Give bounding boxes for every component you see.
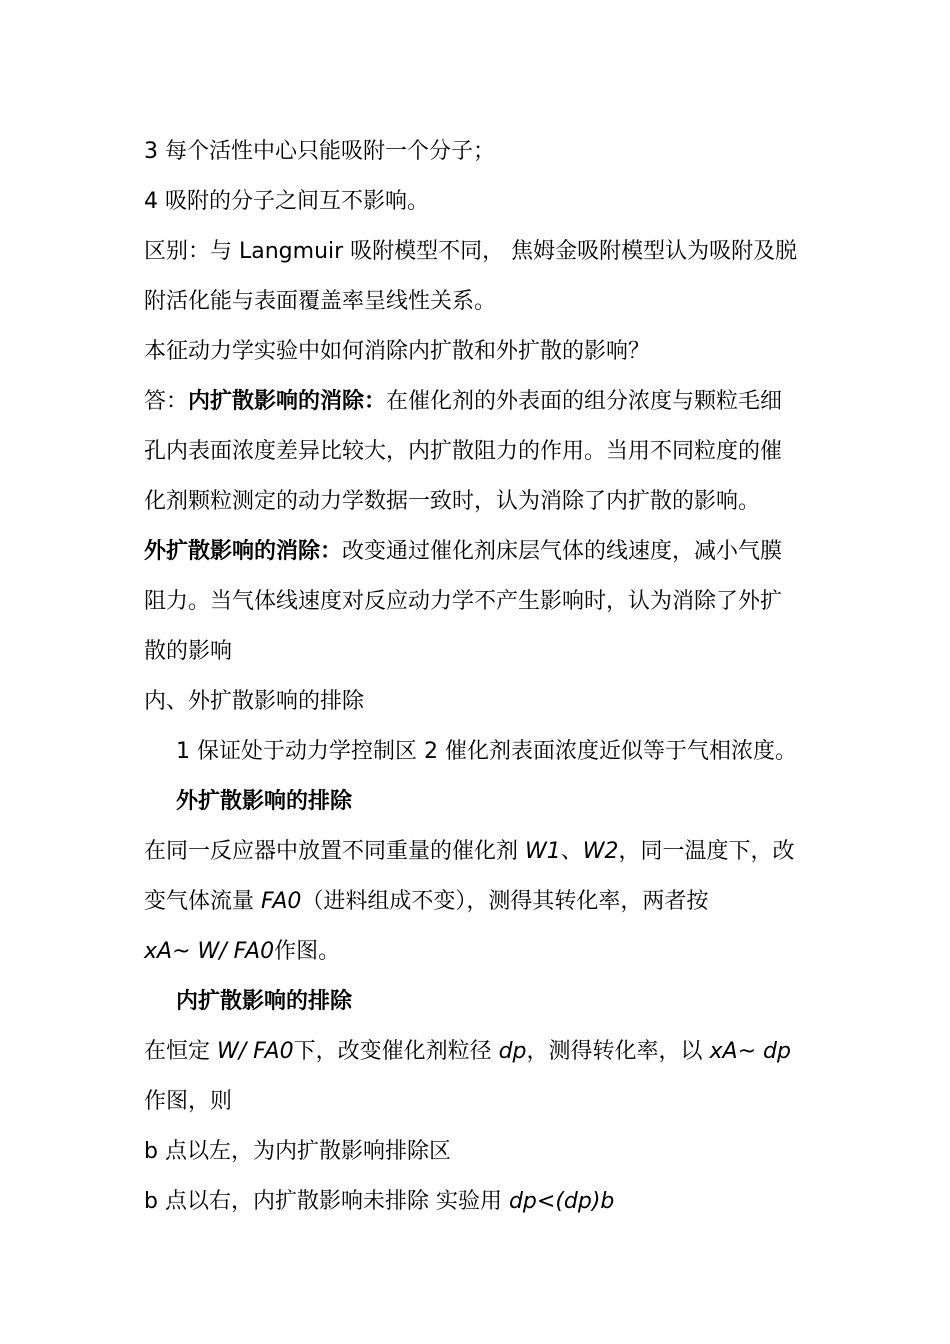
text-span: 作图。 (274, 939, 341, 964)
formula-span: W2 (582, 839, 619, 864)
text-span: （进料组成不变），测得其转化率，两者按 (301, 889, 709, 914)
text-line: 3 每个活性中心只能吸附一个分子； (144, 139, 495, 164)
text-span: 在催化剂的外表面的组分浓度与颗粒毛细 (386, 389, 783, 414)
text-line: 作图，则 (144, 1089, 233, 1114)
text-line (144, 938, 340, 966)
formula-span: W/ FA0 (217, 1039, 294, 1064)
text-line: 附活化能与表面覆盖率呈线性关系。 (144, 289, 497, 314)
internal-diffusion-label: 内扩散影响的消除： (188, 389, 387, 414)
text-span: 改变通过催化剂床层气体的线速度，减小气膜 (342, 539, 783, 564)
answer-prefix: 答： (144, 389, 189, 414)
text-line: 散的影响 (144, 639, 233, 664)
formula-span: dp (498, 1039, 527, 1064)
external-diffusion-label: 外扩散影响的消除： (144, 539, 343, 564)
subsection-heading-external: 外扩散影响的排除 (176, 789, 353, 814)
question-heading: 本征动力学实验中如何消除内扩散和外扩散的影响？ (144, 339, 651, 364)
formula-span: W1 (525, 839, 561, 864)
text-span: ，测得转化率，以 (526, 1039, 710, 1064)
section-heading: 内、外扩散影响的排除 (144, 689, 365, 714)
text-span: ，同一温度下，改 (618, 839, 795, 864)
text-span: 变气体流量 (144, 889, 261, 914)
text-line (144, 838, 795, 866)
text-line: 化剂颗粒测定的动力学数据一致时，认为消除了内扩散的影响。 (144, 489, 761, 514)
text-span: 在恒定 (144, 1039, 217, 1064)
text-line: 孔内表面浓度差异比较大，内扩散阻力的作用。当用不同粒度的催 (144, 439, 783, 464)
text-line: 1 保证处于动力学控制区 2 催化剂表面浓度近似等于气相浓度。 (176, 739, 797, 764)
formula-span: dp<(dp)b (508, 1189, 615, 1214)
text-span: 、 (560, 839, 583, 864)
text-span: 在同一反应器中放置不同重量的催化剂 (144, 839, 525, 864)
text-span: b 点以右，内扩散影响未排除 实验用 (144, 1189, 509, 1214)
text-line: 阻力。当气体线速度对反应动力学不产生影响时，认为消除了外扩 (144, 589, 783, 614)
text-line: b 点以左，为内扩散影响排除区 (144, 1139, 451, 1164)
text-line (144, 1038, 791, 1066)
text-line (144, 1188, 614, 1216)
external-diffusion-line (144, 538, 782, 566)
answer-line (144, 388, 782, 416)
text-line (144, 888, 708, 916)
formula-span: FA0 (261, 889, 302, 914)
formula-span: xA~ W/ FA0 (144, 939, 275, 964)
formula-span: xA~ dp (709, 1039, 791, 1064)
text-span: 下，改变催化剂粒径 (293, 1039, 499, 1064)
text-line: 区别：与 Langmuir 吸附模型不同， 焦姆金吸附模型认为吸附及脱 (144, 239, 798, 264)
text-line: 4 吸附的分子之间互不影响。 (144, 189, 429, 214)
subsection-heading-internal: 内扩散影响的排除 (176, 989, 353, 1014)
